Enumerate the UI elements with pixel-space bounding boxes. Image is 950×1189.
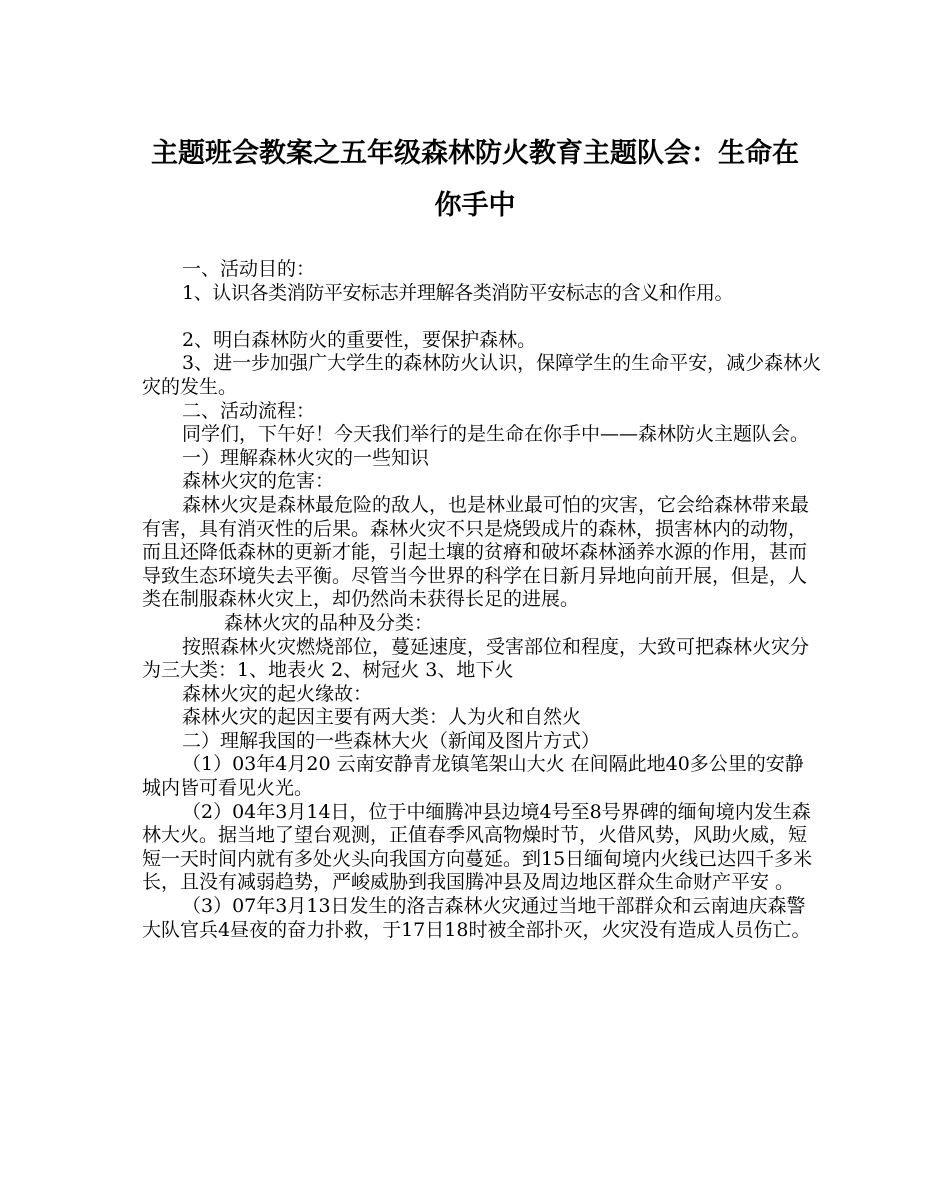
subheading-types: 森林火灾的品种及分类： (224, 611, 434, 634)
paragraph: 森林火灾是森林最危险的敌人，也是林业最可怕的灾害，它会给森林带来最有害，具有消灭性的后果。森林火灾不只是烧毁成片的森林，损害林内的动物，而且还降低森林的更新才能，引起土壤的贫瘠和破坏森林涵养水源的作用，甚而导致生态环境失去平衡。尽管当今世界的科学在日新月异地向前开展，但是，人类在制服森林火灾上，却仍然尚未获得长足的进展。 (142, 493, 810, 611)
paragraph: 森林火灾的起因主要有两大类：人为火和自然火 (182, 706, 582, 729)
paragraph: （2）04年3月14日，位于中缅腾冲县边境4号至8号界碑的缅甸境内发生森林大火。据当地了望台观测，正值春季风高物燥时节，火借风势，风助火威，短短一天时间内就有多处火头向我国方向蔓延。到15日缅甸境内火线已达四千多米长，且没有减弱趋势，严峻威胁到我国腾冲县及周边地区群众生命财产平安 。 (142, 800, 813, 894)
subheading-hazards: 森林火灾的危害： (182, 470, 335, 493)
paragraph: 按照森林火灾燃烧部位，蔓延速度，受害部位和程度，大致可把森林火灾分为三大类：1、地表火 2、树冠火 3、地下火 (142, 635, 810, 682)
title-line-2: 你手中 (434, 190, 516, 221)
subheading-causes: 森林火灾的起火缘故： (182, 682, 373, 705)
subheading-knowledge: 一）理解森林火灾的一些知识 (182, 446, 430, 469)
paragraph: 3、进一步加强广大学生的森林防火认识，保障学生的生命平安，减少森林火灾的发生。 (142, 352, 822, 398)
document-title (130, 128, 820, 232)
paragraph: 1、认识各类消防平安标志并理解各类消防平安标志的含义和作用。 (182, 281, 734, 304)
paragraph: （3）07年3月13日发生的洛吉森林火灾通过当地干部群众和云南迪庆森警大队官兵4昼夜的奋力扑救，于17日18时被全部扑灭，火灾没有造成人员伤亡。 (142, 895, 811, 941)
subheading-major-fires: 二）理解我国的一些森林大火（新闻及图片方式） (182, 729, 601, 752)
section-heading-purpose: 一、活动目的： (182, 258, 316, 280)
title-line-1: 主题班会教案之五年级森林防火教育主题队会：生命在 (151, 138, 799, 169)
paragraph: 2、明白森林防火的重要性，要保护森林。 (182, 328, 537, 351)
document-body (142, 258, 822, 942)
paragraph: 同学们，下午好！今天我们举行的是生命在你手中——森林防火主题队会。 (182, 423, 810, 446)
paragraph: （1）03年4月20 云南安静青龙镇笔架山大火 在间隔此地40多公里的安静城内皆可看见火光。 (142, 753, 804, 800)
section-heading-process: 二、活动流程： (182, 399, 316, 422)
